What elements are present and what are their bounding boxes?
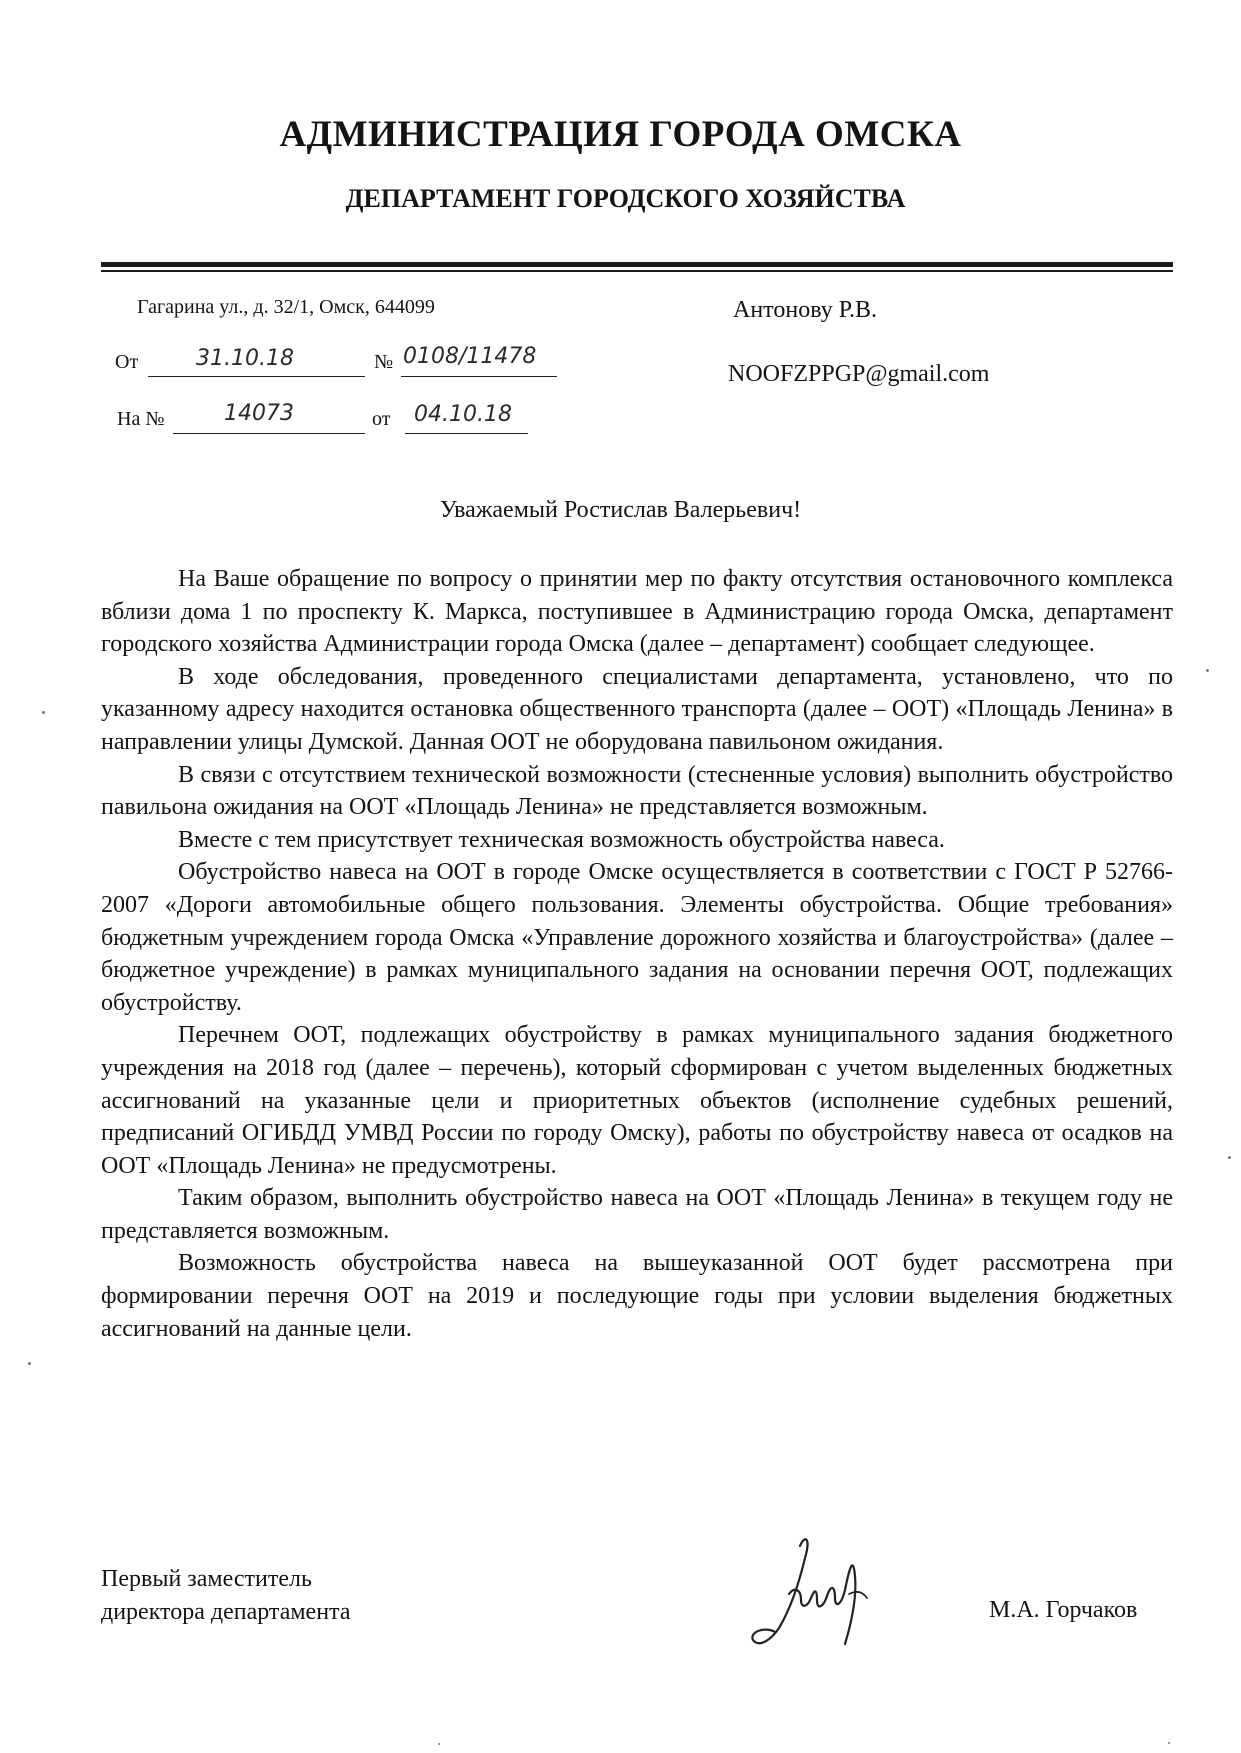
- scan-speck: [1228, 1156, 1231, 1159]
- signatory-name: М.А. Горчаков: [989, 1597, 1138, 1623]
- organization-title: АДМИНИСТРАЦИЯ ГОРОДА ОМСКА: [279, 114, 962, 155]
- reply-to-date: 04.10.18: [414, 402, 512, 427]
- body-paragraph: Таким образом, выполнить обустройство навеса на ООТ «Площадь Ленина» в текущем году не представляется возможным.: [101, 1185, 1173, 1244]
- signatory-title-line-1: Первый заместитель: [101, 1566, 312, 1592]
- outgoing-date-line: [148, 376, 365, 377]
- body-paragraph: Вместе с тем присутствует техническая возможность обустройства навеса.: [178, 826, 945, 853]
- body-paragraph: Перечнем ООТ, подлежащих обустройству в рамках муниципального задания бюджетного учреждения на 2018 год (далее – перечень), который сформирован с учетом выделенных бюджетных ассигнований на указанные цели и приоритетных объектов (исполнение судебных решений, предписаний ОГИБДД УМВД России по городу Омску), работы по обустройству навеса от осадков на ООТ «Площадь Ленина» не предусмотрены.: [101, 1022, 1173, 1179]
- number-label: №: [374, 351, 394, 373]
- body-paragraph: Обустройство навеса на ООТ в городе Омске осуществляется в соответствии с ГОСТ Р 52766-2007 «Дороги автомобильные общего пользования. Элементы обустройства. Общие требования» бюджетным учреждением города Омска «Управление дорожного хозяйства и благоустройства» (далее – бюджетное учреждение) в рамках муниципального задания на основании перечня ООТ, подлежащих обустройству.: [101, 859, 1173, 1016]
- scan-speck: [28, 1362, 31, 1365]
- recipient-email: NOOFZPPGP@gmail.com: [728, 361, 990, 387]
- recipient-name: Антонову Р.В.: [733, 297, 878, 323]
- reply-to-date-line: [405, 433, 528, 434]
- reply-to-label: На №: [117, 408, 165, 430]
- body-paragraph: В связи с отсутствием технической возможности (стесненные условия) выполнить обустройство павильона ожидания на ООТ «Площадь Ленина» не представляется возможным.: [101, 761, 1173, 821]
- outgoing-number: 0108/11478: [403, 344, 537, 369]
- body-paragraph: На Ваше обращение по вопросу о принятии мер по факту отсутствия остановочного комплекса вблизи дома 1 по проспекту К. Маркса, поступившее в Администрацию города Омска, департамент городского хозяйства Администрации города Омска (далее – департамент) сообщает следующее.: [101, 566, 1173, 658]
- reply-to-number: 14073: [224, 401, 294, 426]
- outgoing-number-line: [401, 376, 557, 377]
- letter-body: [101, 563, 1173, 1345]
- header-rule-thick: [101, 262, 1173, 267]
- scan-speck: [1168, 1742, 1170, 1744]
- scan-speck: [438, 1743, 440, 1745]
- reply-from-label: от: [372, 408, 391, 430]
- header-rule-thin: [101, 270, 1173, 272]
- handwritten-signature: [745, 1528, 895, 1653]
- sender-address: Гагарина ул., д. 32/1, Омск, 644099: [137, 296, 435, 318]
- from-label: От: [115, 351, 139, 373]
- salutation: Уважаемый Ростислав Валерьевич!: [439, 497, 802, 523]
- reply-to-number-line: [173, 433, 365, 434]
- outgoing-date: 31.10.18: [196, 346, 294, 371]
- signatory-title: [101, 1563, 350, 1629]
- scan-speck: [42, 711, 45, 714]
- signatory-title-line-2: директора департамента: [101, 1599, 351, 1625]
- body-paragraph: Возможность обустройства навеса на вышеуказанной ООТ будет рассмотрена при формировании перечня ООТ на 2019 и последующие годы при условии выделения бюджетных ассигнований на данные цели.: [101, 1250, 1173, 1342]
- body-paragraph: В ходе обследования, проведенного специалистами департамента, установлено, что по указанному адресу находится остановка общественного транспорта (далее – ООТ) «Площадь Ленина» в направлении улицы Думской. Данная ООТ не оборудована павильоном ожидания.: [101, 663, 1173, 755]
- scan-speck: [1206, 669, 1209, 672]
- department-title: ДЕПАРТАМЕНТ ГОРОДСКОГО ХОЗЯЙСТВА: [345, 184, 906, 213]
